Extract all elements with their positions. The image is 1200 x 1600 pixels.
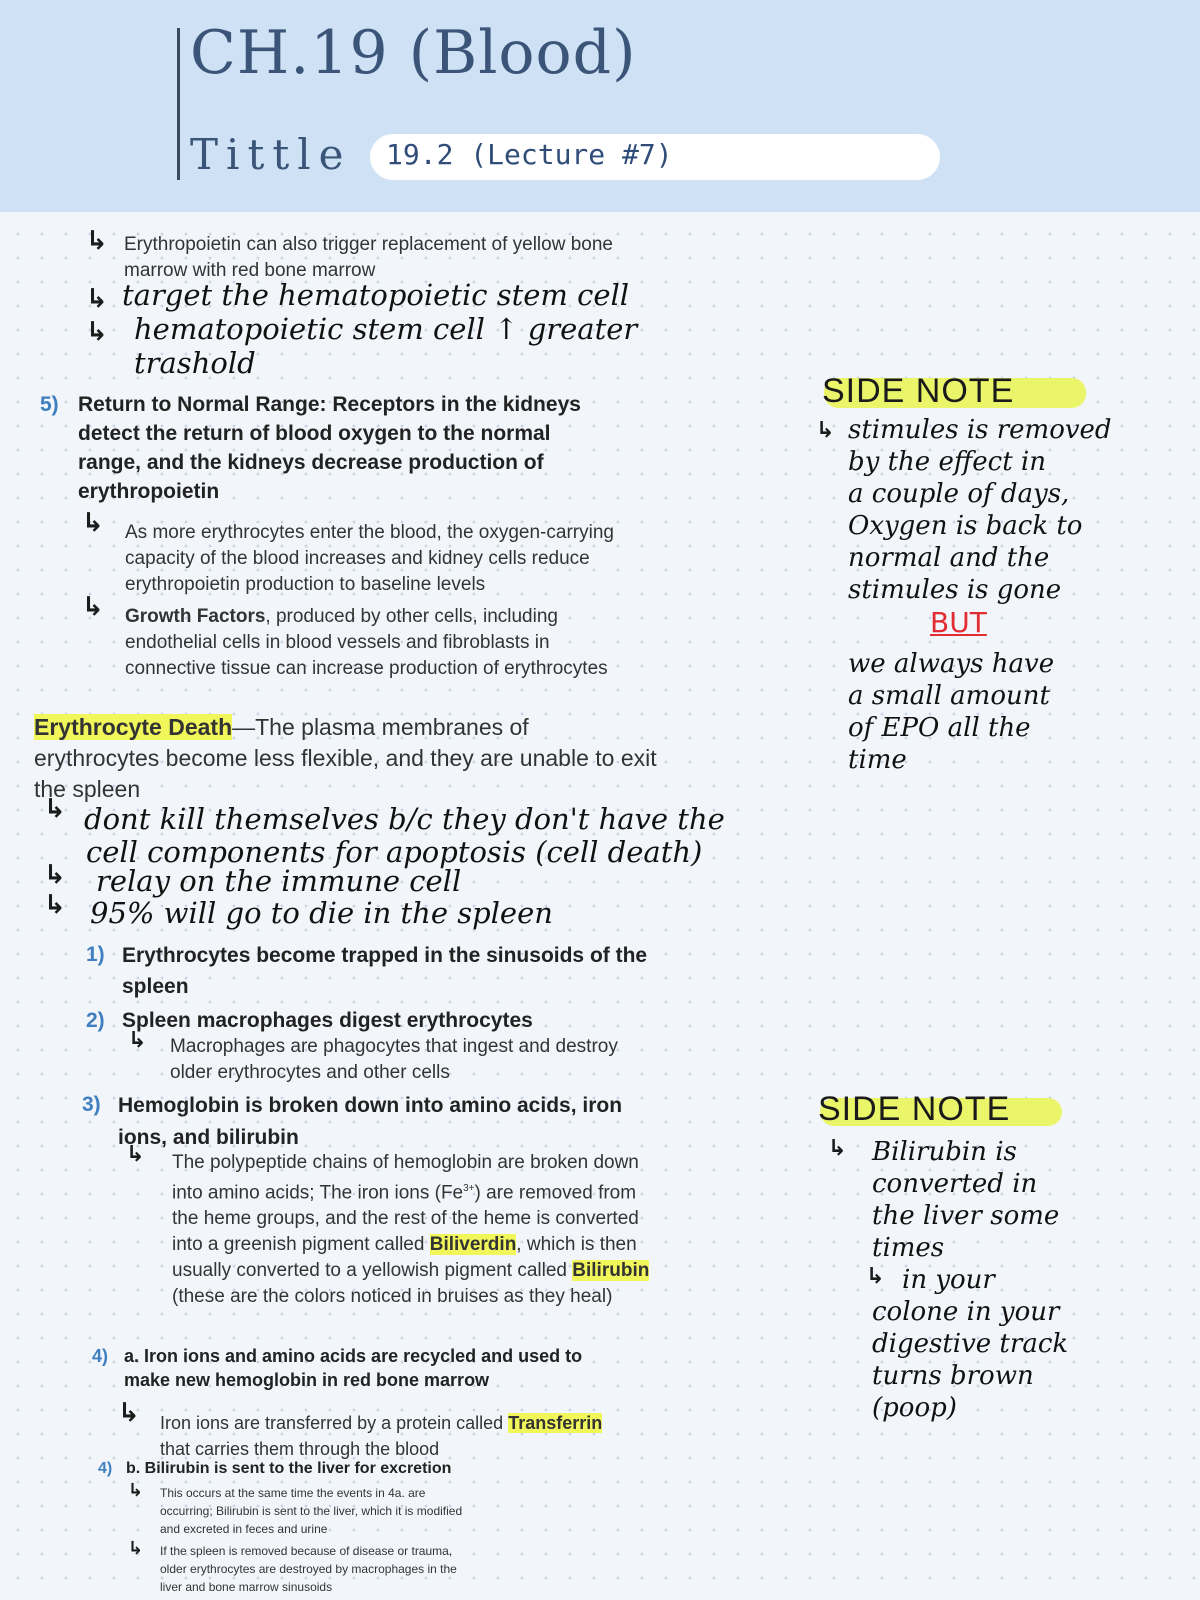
text-line: a small amount — [848, 681, 1050, 711]
handwritten-note: target the hematopoietic stem cell — [122, 278, 630, 312]
text-line — [172, 1176, 649, 1206]
title-value: 19.2 (Lecture #7) — [386, 138, 673, 171]
text-line: range, and the kidneys decrease production of — [78, 451, 544, 474]
text-span: ) are removed from — [474, 1182, 637, 1204]
step4a-sub — [160, 1410, 602, 1462]
step5-sub2 — [125, 604, 608, 682]
text-line: of EPO all the — [848, 713, 1031, 743]
text-line: marrow with red bone marrow — [124, 260, 376, 281]
text-line — [34, 712, 657, 743]
step1-heading — [122, 940, 647, 1002]
hook-arrow-icon: ↳ — [86, 284, 108, 314]
but-emphasis: BUT — [930, 606, 987, 639]
text-span: into a greenish pigment called — [172, 1234, 425, 1256]
text-span: —The plasma membranes of — [232, 714, 529, 740]
text-line: This occurs at the same time the events in 4a. are — [160, 1486, 426, 1500]
text-line: the spleen — [34, 776, 141, 802]
side-note-text — [872, 1136, 1059, 1264]
text-line: in your — [902, 1265, 995, 1295]
text-line: time — [848, 745, 907, 775]
header-divider — [177, 28, 180, 180]
hook-arrow-icon: ↳ — [828, 1136, 847, 1161]
text-line: capacity of the blood increases and kidney cells reduce — [125, 548, 590, 569]
text-line: the liver some — [872, 1201, 1060, 1231]
hook-arrow-icon: ↳ — [44, 890, 66, 920]
text-line: stimules is gone — [848, 575, 1062, 605]
text-line: erythropoietin production to baseline levels — [125, 574, 486, 595]
text-line: As more erythrocytes enter the blood, the oxygen-carrying — [125, 522, 614, 543]
text-line: erythropoietin — [78, 480, 220, 503]
text-line: connective tissue can increase production of erythrocytes — [125, 658, 608, 679]
text-line: by the effect in — [848, 447, 1046, 477]
text-line: liver and bone marrow sinusoids — [160, 1580, 333, 1594]
hook-arrow-icon: ↳ — [44, 860, 66, 890]
handwritten-note: hematopoietic stem cell ↑ greater — [134, 312, 638, 346]
superscript: 3+ — [463, 1183, 475, 1194]
erythrocyte-death-section — [34, 712, 657, 805]
text-line — [125, 604, 608, 630]
text-line: Erythrocytes become trapped in the sinusoids of the — [122, 944, 648, 967]
text-line — [172, 1232, 649, 1258]
term-biliverdin: Biliverdin — [429, 1234, 517, 1256]
chapter-title: CH.19 (Blood) — [190, 18, 637, 88]
handwritten-note: dont kill themselves b/c they don't have the — [84, 802, 725, 836]
text-line: stimules is removed — [848, 415, 1112, 445]
text-line: The polypeptide chains of hemoglobin are broken down — [172, 1152, 639, 1173]
step5-heading — [78, 390, 581, 506]
text-line: detect the return of blood oxygen to the normal — [78, 422, 551, 445]
text-line: Hemoglobin is broken down into amino acids, iron — [118, 1094, 623, 1117]
hook-arrow-icon: ↳ — [128, 1538, 144, 1559]
section-title: Erythrocyte Death — [34, 714, 233, 740]
text-line: the heme groups, and the rest of the heme is converted — [172, 1208, 639, 1230]
hook-arrow-icon: ↳ — [118, 1398, 140, 1428]
side-note-text — [872, 1264, 1068, 1424]
step-number: 4) — [98, 1460, 113, 1477]
term-transferrin: Transferrin — [508, 1413, 603, 1433]
text-line: ions, and bilirubin — [118, 1126, 299, 1149]
text-line: and excreted in feces and urine — [160, 1522, 328, 1536]
text-line: occurring; Bilirubin is sent to the liver, which it is modified — [160, 1504, 463, 1518]
step4a-heading — [124, 1344, 582, 1392]
epo-note — [124, 232, 613, 284]
text-line: converted in — [872, 1169, 1038, 1199]
text-line: older erythrocytes and other cells — [170, 1062, 450, 1083]
text-line: times — [872, 1233, 945, 1263]
text-line: we always have — [848, 649, 1055, 679]
text-span: , which is then — [516, 1234, 637, 1256]
side-note-text — [848, 414, 1112, 606]
text-line: a. Iron ions and amino acids are recycled and used to — [124, 1346, 583, 1366]
text-line: spleen — [122, 975, 189, 998]
text-line: erythrocytes become less flexible, and they are unable to exit — [34, 745, 657, 771]
term-bilirubin: Bilirubin — [572, 1260, 650, 1282]
step2-heading: Spleen macrophages digest erythrocytes — [122, 1009, 533, 1032]
text-span: into amino acids; The iron ions (Fe — [172, 1182, 464, 1204]
step4b-sub1 — [160, 1484, 462, 1538]
text-span: , produced by other cells, including — [265, 606, 558, 627]
step-number: 4) — [92, 1346, 109, 1366]
text-line: (poop) — [872, 1393, 957, 1423]
text-line: make new hemoglobin in red bone marrow — [124, 1370, 490, 1390]
step-number: 3) — [82, 1093, 101, 1116]
text-line: endothelial cells in blood vessels and fibroblasts in — [125, 632, 550, 653]
text-line: colone in your — [872, 1297, 1060, 1327]
step-number: 5) — [40, 393, 59, 416]
text-line: Oxygen is back to — [848, 511, 1083, 541]
hook-arrow-icon: ↳ — [44, 794, 66, 824]
step4b-heading: b. Bilirubin is sent to the liver for excretion — [126, 1460, 452, 1477]
text-line: (these are the colors noticed in bruises as they heal) — [172, 1286, 613, 1308]
text-line: that carries them through the blood — [160, 1439, 440, 1459]
hook-arrow-icon: ↳ — [128, 1028, 147, 1053]
handwritten-note: 95% will go to die in the spleen — [90, 896, 553, 930]
step3-heading — [118, 1090, 622, 1154]
hook-arrow-icon: ↳ — [86, 226, 108, 256]
text-line: Macrophages are phagocytes that ingest and destroy — [170, 1036, 618, 1057]
text-line: Bilirubin is — [872, 1137, 1017, 1167]
text-line: digestive track — [872, 1329, 1069, 1359]
text-span: Iron ions are transferred by a protein called — [160, 1413, 504, 1433]
hook-arrow-icon: ↳ — [128, 1480, 144, 1501]
hook-arrow-icon: ↳ — [816, 418, 835, 443]
text-line — [172, 1258, 649, 1284]
step3-sub — [172, 1150, 649, 1310]
term-bold: Growth Factors — [125, 606, 266, 627]
text-line: normal and the — [848, 543, 1050, 573]
side-note-title: SIDE NOTE — [822, 372, 1015, 410]
handwritten-note: cell components for apoptosis (cell death) — [86, 835, 703, 869]
handwritten-note: trashold — [134, 346, 256, 380]
text-line: a couple of days, — [848, 479, 1070, 509]
step5-sub1 — [125, 520, 614, 598]
hook-arrow-icon: ↳ — [82, 592, 104, 622]
hook-arrow-icon: ↳ — [86, 317, 108, 347]
handwritten-note: relay on the immune cell — [96, 864, 462, 898]
hook-arrow-icon: ↳ — [866, 1264, 885, 1289]
text-line: Return to Normal Range: Receptors in the kidneys — [78, 393, 581, 416]
step-number: 1) — [86, 943, 105, 966]
text-span: usually converted to a yellowish pigment called — [172, 1260, 567, 1282]
step2-sub — [170, 1034, 618, 1086]
text-line: older erythrocytes are destroyed by macrophages in the — [160, 1562, 457, 1576]
text-line: Erythropoietin can also trigger replacement of yellow bone — [124, 234, 613, 255]
step4b-sub2 — [160, 1542, 457, 1596]
text-line — [160, 1410, 602, 1436]
step-number: 2) — [86, 1009, 105, 1032]
text-line: turns brown — [872, 1361, 1034, 1391]
hook-arrow-icon: ↳ — [82, 508, 104, 538]
side-note-title: SIDE NOTE — [818, 1090, 1011, 1128]
hook-arrow-icon: ↳ — [126, 1142, 145, 1167]
side-note-text — [848, 648, 1054, 776]
title-label: Tittle — [190, 130, 352, 179]
text-line: If the spleen is removed because of disease or trauma, — [160, 1544, 453, 1558]
